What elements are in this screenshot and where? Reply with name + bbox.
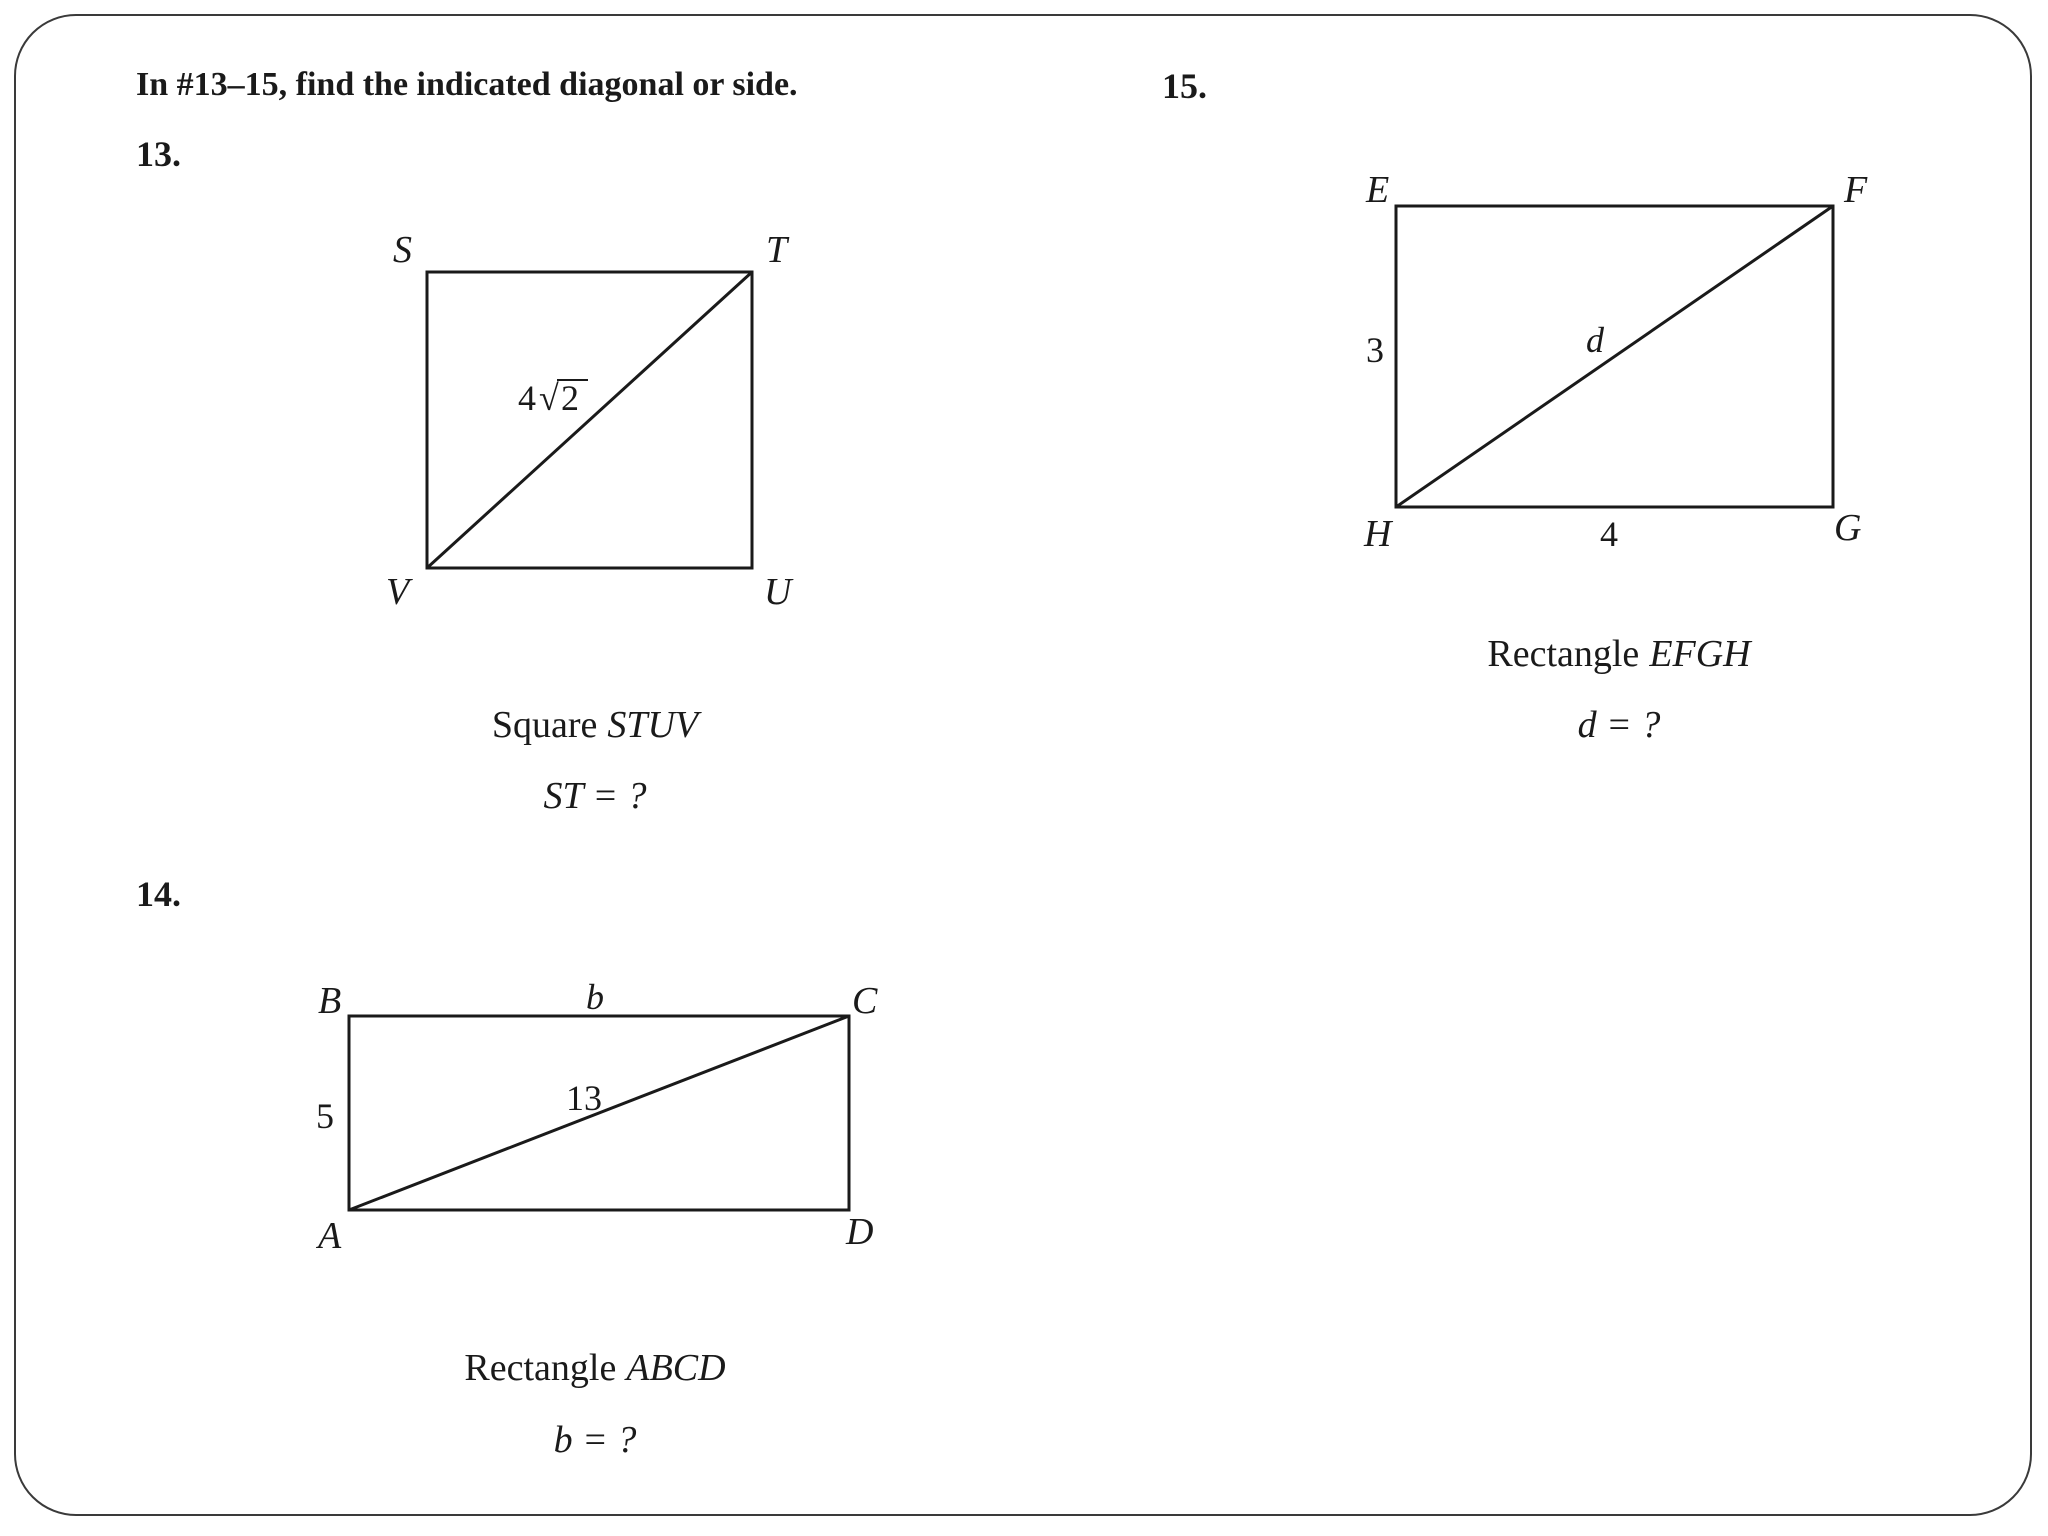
side-label-4: 4 <box>1600 514 1618 554</box>
side-label-5: 5 <box>316 1096 334 1136</box>
diagonal-label-13: 13 <box>566 1078 602 1118</box>
question-b: b = ? <box>553 1419 637 1461</box>
vertex-label-g: G <box>1834 507 1862 549</box>
problem-15-number: 15. <box>1162 66 1207 106</box>
side-label-3: 3 <box>1366 330 1384 370</box>
caption-shape-rectangle-efgh: Rectangle <box>1487 633 1640 675</box>
caption-rectangle-abcd <box>464 1347 725 1389</box>
vertex-label-c: C <box>852 980 878 1022</box>
square-stuv-diagonal <box>427 272 752 568</box>
caption-square-stuv <box>492 704 702 746</box>
vertex-label-s: S <box>393 229 412 271</box>
problem-13-number: 13. <box>136 134 181 174</box>
caption-rectangle-efgh <box>1487 633 1753 675</box>
diagonal-label-d: d <box>1586 320 1604 360</box>
vertex-label-v: V <box>386 571 410 613</box>
diagonal-label-radicand: 2 <box>561 378 579 418</box>
vertex-label-b: B <box>318 980 342 1022</box>
rectangle-efgh-diagonal <box>1396 206 1833 507</box>
diagonal-label-4-root-2 <box>518 378 588 418</box>
diagonal-label-coefficient: 4 <box>518 378 536 418</box>
vertex-label-a: A <box>318 1215 342 1257</box>
instruction-text: In #13–15, find the indicated diagonal or side. <box>136 66 798 103</box>
rectangle-efgh <box>1396 206 1833 507</box>
vertex-label-d: D <box>846 1211 874 1253</box>
radical-sign: √ <box>539 378 559 418</box>
caption-name-efgh: EFGH <box>1649 633 1751 675</box>
caption-name-stuv: STUV <box>607 704 699 746</box>
square-stuv <box>427 272 752 568</box>
vertex-label-h: H <box>1364 513 1392 555</box>
vertex-label-f: F <box>1844 169 1868 211</box>
problem-14-number: 14. <box>136 874 181 914</box>
side-label-b: b <box>586 977 604 1017</box>
vertex-label-u: U <box>764 571 792 613</box>
question-st: ST = ? <box>543 775 647 817</box>
question-d: d = ? <box>1577 704 1661 746</box>
caption-name-abcd: ABCD <box>626 1347 726 1389</box>
vertex-label-t: T <box>766 229 788 271</box>
caption-shape-square: Square <box>491 704 598 746</box>
caption-shape-rectangle-abcd: Rectangle <box>464 1347 617 1389</box>
vertex-label-e: E <box>1366 169 1390 211</box>
